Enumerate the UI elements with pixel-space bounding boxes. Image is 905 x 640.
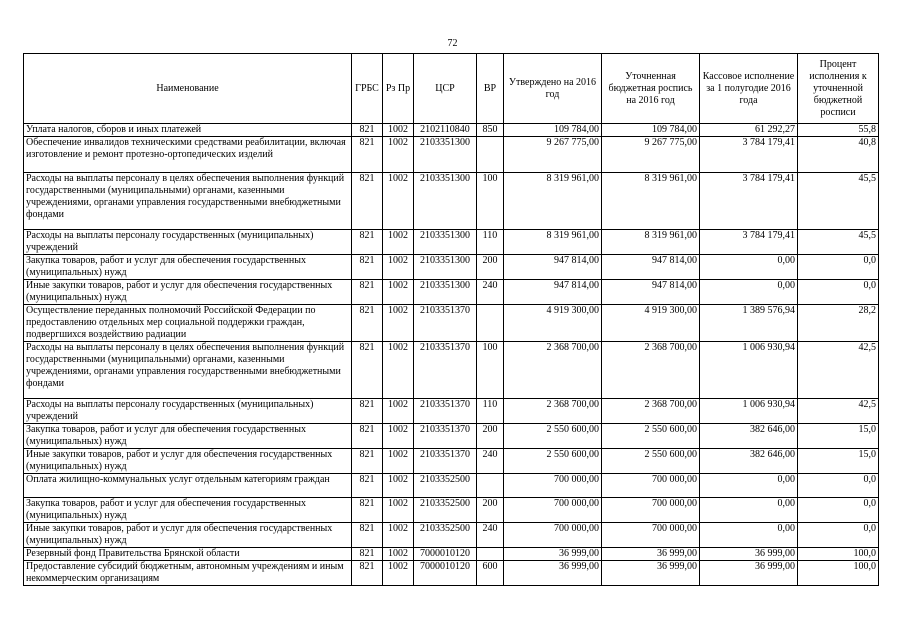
cell-rz-pr: 1002: [383, 399, 414, 424]
cell-specified: 2 550 600,00: [602, 424, 700, 449]
table-row: [24, 449, 879, 474]
table-header-row: [24, 54, 879, 124]
page-number: 72: [447, 38, 458, 49]
cell-approved: 8 319 961,00: [504, 173, 602, 230]
cell-specified: 36 999,00: [602, 548, 700, 561]
table-row: [24, 230, 879, 255]
header-approved: Утверждено на 2016 год: [504, 54, 602, 124]
cell-approved: 947 814,00: [504, 255, 602, 280]
cell-csr: 2103351300: [414, 280, 477, 305]
cell-specified: 947 814,00: [602, 280, 700, 305]
cell-approved: 700 000,00: [504, 474, 602, 498]
cell-specified: 4 919 300,00: [602, 305, 700, 342]
header-grbs: ГРБС: [352, 54, 383, 124]
cell-percent: 45,5: [798, 230, 879, 255]
cell-vr: 100: [477, 342, 504, 399]
cell-csr: 2103351300: [414, 255, 477, 280]
cell-specified: 109 784,00: [602, 124, 700, 137]
cell-name: Иные закупки товаров, работ и услуг для обеспечения государственных (муниципальных) нужд: [24, 280, 352, 305]
cell-vr: 600: [477, 561, 504, 586]
cell-csr: 2103351370: [414, 342, 477, 399]
cell-specified: 8 319 961,00: [602, 230, 700, 255]
cell-rz-pr: 1002: [383, 342, 414, 399]
budget-execution-table: [23, 53, 879, 586]
cell-cash: 3 784 179,41: [700, 173, 798, 230]
cell-approved: 2 550 600,00: [504, 424, 602, 449]
cell-cash: 61 292,27: [700, 124, 798, 137]
cell-specified: 2 368 700,00: [602, 399, 700, 424]
table-row: [24, 523, 879, 548]
header-rz-pr: Рз Пр: [383, 54, 414, 124]
cell-percent: 28,2: [798, 305, 879, 342]
cell-cash: 3 784 179,41: [700, 137, 798, 173]
cell-cash: 382 646,00: [700, 449, 798, 474]
cell-specified: 700 000,00: [602, 523, 700, 548]
cell-percent: 0,0: [798, 523, 879, 548]
cell-cash: 1 389 576,94: [700, 305, 798, 342]
cell-approved: 9 267 775,00: [504, 137, 602, 173]
cell-rz-pr: 1002: [383, 230, 414, 255]
cell-csr: 2103351300: [414, 230, 477, 255]
table-row: [24, 137, 879, 173]
cell-name: Иные закупки товаров, работ и услуг для обеспечения государственных (муниципальных) нужд: [24, 523, 352, 548]
cell-percent: 100,0: [798, 561, 879, 586]
cell-grbs: 821: [352, 137, 383, 173]
cell-vr: [477, 548, 504, 561]
cell-rz-pr: 1002: [383, 548, 414, 561]
cell-cash: 0,00: [700, 280, 798, 305]
cell-approved: 4 919 300,00: [504, 305, 602, 342]
table-row: [24, 305, 879, 342]
cell-specified: 9 267 775,00: [602, 137, 700, 173]
table-row: [24, 342, 879, 399]
cell-approved: 8 319 961,00: [504, 230, 602, 255]
cell-name: Расходы на выплаты персоналу в целях обеспечения выполнения функций государственными (муниципальными) органами, казенными учреждениями, органами управления государственными внебюджетными фондами: [24, 173, 352, 230]
table-row: [24, 173, 879, 230]
cell-percent: 0,0: [798, 498, 879, 523]
cell-csr: 2103352500: [414, 523, 477, 548]
cell-percent: 42,5: [798, 342, 879, 399]
table-body: [24, 124, 879, 586]
cell-approved: 36 999,00: [504, 561, 602, 586]
cell-grbs: 821: [352, 342, 383, 399]
cell-rz-pr: 1002: [383, 173, 414, 230]
cell-rz-pr: 1002: [383, 424, 414, 449]
cell-approved: 700 000,00: [504, 523, 602, 548]
cell-name: Предоставление субсидий бюджетным, автономным учреждениям и иным некоммерческим организациям: [24, 561, 352, 586]
cell-specified: 700 000,00: [602, 498, 700, 523]
cell-grbs: 821: [352, 449, 383, 474]
cell-cash: 0,00: [700, 523, 798, 548]
cell-grbs: 821: [352, 124, 383, 137]
cell-name: Иные закупки товаров, работ и услуг для обеспечения государственных (муниципальных) нужд: [24, 449, 352, 474]
table-row: [24, 124, 879, 137]
cell-csr: 2103351300: [414, 137, 477, 173]
cell-name: Осуществление переданных полномочий Российской Федерации по предоставлению отдельных мер социальной поддержки граждан, подвергшихся воздействию радиации: [24, 305, 352, 342]
cell-name: Расходы на выплаты персоналу в целях обеспечения выполнения функций государственными (муниципальными) органами, казенными учреждениями, органами управления государственными внебюджетными фондами: [24, 342, 352, 399]
cell-cash: 0,00: [700, 255, 798, 280]
cell-name: Закупка товаров, работ и услуг для обеспечения государственных (муниципальных) нужд: [24, 424, 352, 449]
cell-csr: 7000010120: [414, 561, 477, 586]
header-name: Наименование: [24, 54, 352, 124]
cell-specified: 947 814,00: [602, 255, 700, 280]
cell-rz-pr: 1002: [383, 305, 414, 342]
header-percent: Процент исполнения к уточненной бюджетной росписи: [798, 54, 879, 124]
cell-csr: 2103351370: [414, 305, 477, 342]
cell-csr: 2103352500: [414, 498, 477, 523]
cell-cash: 382 646,00: [700, 424, 798, 449]
cell-percent: 42,5: [798, 399, 879, 424]
cell-vr: [477, 137, 504, 173]
table-row: [24, 561, 879, 586]
cell-rz-pr: 1002: [383, 280, 414, 305]
cell-csr: 2103351370: [414, 424, 477, 449]
cell-percent: 15,0: [798, 449, 879, 474]
cell-specified: 2 550 600,00: [602, 449, 700, 474]
cell-csr: 2103351370: [414, 449, 477, 474]
cell-grbs: 821: [352, 424, 383, 449]
cell-grbs: 821: [352, 255, 383, 280]
cell-name: Резервный фонд Правительства Брянской области: [24, 548, 352, 561]
cell-rz-pr: 1002: [383, 137, 414, 173]
cell-rz-pr: 1002: [383, 124, 414, 137]
cell-grbs: 821: [352, 548, 383, 561]
cell-vr: 200: [477, 424, 504, 449]
cell-grbs: 821: [352, 474, 383, 498]
cell-vr: 240: [477, 523, 504, 548]
cell-specified: 36 999,00: [602, 561, 700, 586]
cell-vr: [477, 305, 504, 342]
cell-percent: 0,0: [798, 255, 879, 280]
cell-approved: 2 550 600,00: [504, 449, 602, 474]
cell-grbs: 821: [352, 280, 383, 305]
cell-vr: 200: [477, 255, 504, 280]
header-specified: Уточненная бюджетная роспись на 2016 год: [602, 54, 700, 124]
cell-grbs: 821: [352, 399, 383, 424]
table-row: [24, 255, 879, 280]
cell-rz-pr: 1002: [383, 255, 414, 280]
cell-cash: 3 784 179,41: [700, 230, 798, 255]
table-row: [24, 548, 879, 561]
cell-grbs: 821: [352, 498, 383, 523]
cell-rz-pr: 1002: [383, 449, 414, 474]
cell-grbs: 821: [352, 305, 383, 342]
table-row: [24, 498, 879, 523]
cell-grbs: 821: [352, 173, 383, 230]
cell-approved: 36 999,00: [504, 548, 602, 561]
cell-percent: 0,0: [798, 280, 879, 305]
table-row: [24, 399, 879, 424]
cell-specified: 8 319 961,00: [602, 173, 700, 230]
cell-grbs: 821: [352, 523, 383, 548]
cell-cash: 0,00: [700, 498, 798, 523]
cell-approved: 2 368 700,00: [504, 399, 602, 424]
cell-grbs: 821: [352, 561, 383, 586]
cell-name: Расходы на выплаты персоналу государственных (муниципальных) учреждений: [24, 230, 352, 255]
cell-approved: 947 814,00: [504, 280, 602, 305]
table-row: [24, 424, 879, 449]
header-cash: Кассовое исполнение за 1 полугодие 2016 года: [700, 54, 798, 124]
header-csr: ЦСР: [414, 54, 477, 124]
cell-vr: 240: [477, 449, 504, 474]
cell-name: Закупка товаров, работ и услуг для обеспечения государственных (муниципальных) нужд: [24, 498, 352, 523]
cell-name: Расходы на выплаты персоналу государственных (муниципальных) учреждений: [24, 399, 352, 424]
cell-percent: 40,8: [798, 137, 879, 173]
cell-grbs: 821: [352, 230, 383, 255]
table-row: [24, 474, 879, 498]
cell-vr: 850: [477, 124, 504, 137]
cell-percent: 55,8: [798, 124, 879, 137]
cell-vr: 110: [477, 399, 504, 424]
cell-vr: 200: [477, 498, 504, 523]
cell-rz-pr: 1002: [383, 561, 414, 586]
cell-name: Оплата жилищно-коммунальных услуг отдельным категориям граждан: [24, 474, 352, 498]
cell-vr: [477, 474, 504, 498]
cell-approved: 2 368 700,00: [504, 342, 602, 399]
cell-csr: 2103351300: [414, 173, 477, 230]
cell-rz-pr: 1002: [383, 498, 414, 523]
cell-cash: 1 006 930,94: [700, 342, 798, 399]
cell-csr: 2102110840: [414, 124, 477, 137]
cell-vr: 110: [477, 230, 504, 255]
cell-vr: 240: [477, 280, 504, 305]
table-row: [24, 280, 879, 305]
cell-csr: 7000010120: [414, 548, 477, 561]
cell-approved: 109 784,00: [504, 124, 602, 137]
cell-cash: 0,00: [700, 474, 798, 498]
cell-cash: 36 999,00: [700, 548, 798, 561]
cell-percent: 15,0: [798, 424, 879, 449]
cell-cash: 1 006 930,94: [700, 399, 798, 424]
cell-name: Уплата налогов, сборов и иных платежей: [24, 124, 352, 137]
cell-percent: 100,0: [798, 548, 879, 561]
cell-name: Закупка товаров, работ и услуг для обеспечения государственных (муниципальных) нужд: [24, 255, 352, 280]
cell-cash: 36 999,00: [700, 561, 798, 586]
cell-vr: 100: [477, 173, 504, 230]
cell-csr: 2103352500: [414, 474, 477, 498]
cell-specified: 2 368 700,00: [602, 342, 700, 399]
cell-percent: 45,5: [798, 173, 879, 230]
cell-name: Обеспечение инвалидов техническими средствами реабилитации, включая изготовление и ремонт протезно-ортопедических изделий: [24, 137, 352, 173]
cell-rz-pr: 1002: [383, 523, 414, 548]
cell-percent: 0,0: [798, 474, 879, 498]
header-vr: ВР: [477, 54, 504, 124]
cell-csr: 2103351370: [414, 399, 477, 424]
cell-approved: 700 000,00: [504, 498, 602, 523]
cell-specified: 700 000,00: [602, 474, 700, 498]
cell-rz-pr: 1002: [383, 474, 414, 498]
